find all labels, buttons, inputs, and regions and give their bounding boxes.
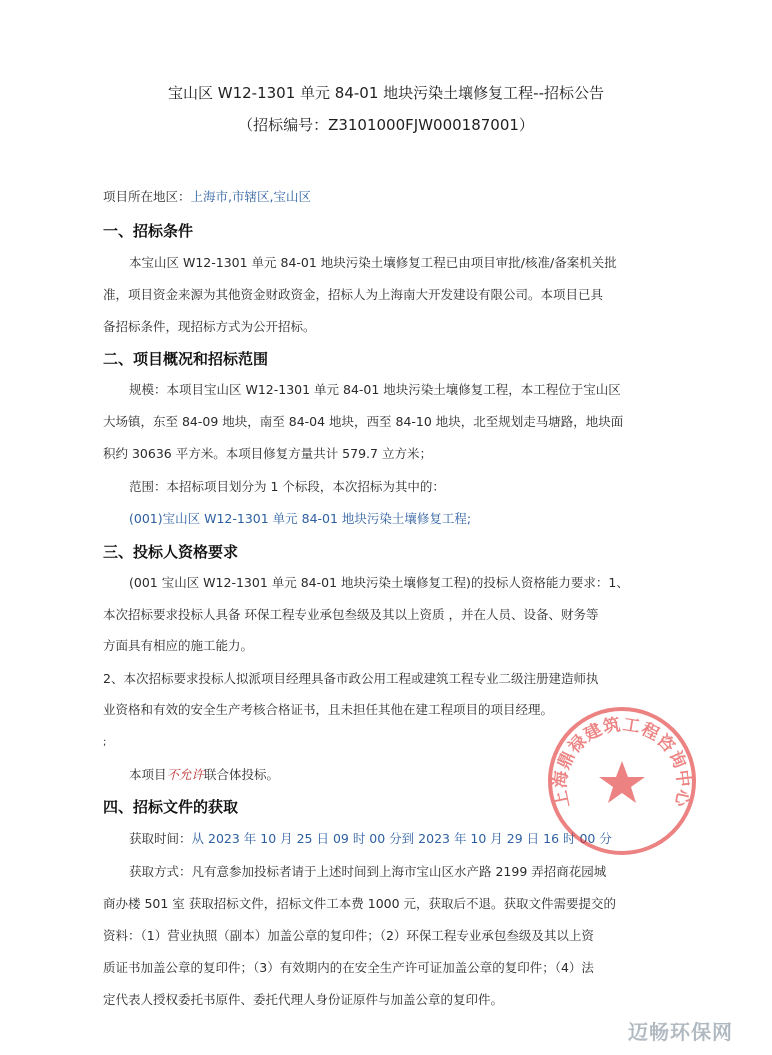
section4-line-2: 获取方式：凡有意参加投标者请于上述时间到上海市宝山区水产路 2199 弄招商花园城 [129, 864, 607, 879]
section3-line-6: ; [103, 737, 107, 748]
acquire-time-value: 从 2023 年 10 月 25 日 09 时 00 分到 2023 年 10 月 29 日 16 时 00 分 [191, 831, 612, 846]
section4-line-5: 质证书加盖公章的复印件；（3）有效期内的在安全生产许可证加盖公章的复印件；（4）法 [103, 960, 594, 975]
section2-line-5: (001)宝山区 W12-1301 单元 84-01 地块污染土壤修复工程; [129, 511, 472, 526]
section3-line-1: (001 宝山区 W12-1301 单元 84-01 地块污染土壤修复工程)的投标人资格能力要求：1、 [129, 575, 629, 590]
location-value: 上海市,市辖区,宝山区 [190, 189, 311, 204]
seal-star-icon [599, 761, 645, 803]
section3-line-2: 本次招标要求投标人具备 环保工程专业承包叁级及其以上资质 ，并在人员、设备、财务等 [103, 607, 599, 622]
location-label: 项目所在地区： [103, 189, 191, 204]
section1-line-2: 准，项目资金来源为其他资金财政资金，招标人为上海南大开发建设有限公司。本项目已具 [103, 287, 604, 302]
document-title: 宝山区 W12-1301 单元 84-01 地块污染土壤修复工程--招标公告 [168, 84, 604, 102]
section4-line-3: 商办楼 501 室 获取招标文件，招标文件工本费 1000 元，获取后不退。获取文件需要提交的 [103, 896, 617, 911]
section2-line-3: 积约 30636 平方米。本项目修复方量共计 579.7 立方米； [103, 446, 432, 461]
section4-line-4: 资料：（1）营业执照（副本）加盖公章的复印件；（2）环保工程专业承包叁级及其以上资 [103, 928, 594, 943]
section-heading-2: 二、项目概况和招标范围 [103, 350, 269, 368]
section2-line-2: 大场镇，东至 84-09 地块，南至 84-04 地块，西至 84-10 地块，北至规划走马塘路，地块面 [103, 414, 624, 429]
consortium-prefix: 本项目 [129, 767, 167, 782]
acquire-time-label: 获取时间： [129, 831, 192, 846]
site-watermark: 迈畅环保网 [628, 1020, 733, 1044]
section-heading-3: 三、投标人资格要求 [103, 543, 239, 561]
section1-line-1: 本宝山区 W12-1301 单元 84-01 地块污染土壤修复工程已由项目审批/核准/备案机关批 [129, 255, 617, 270]
section3-line-4: 2、本次招标要求投标人拟派项目经理具备市政公用工程或建筑工程专业二级注册建造师执 [103, 671, 599, 686]
section3-line-5: 业资格和有效的安全生产考核合格证书，且未担任其他在建工程项目的项目经理。 [103, 702, 554, 717]
company-seal [546, 705, 698, 857]
section-heading-1: 一、招标条件 [103, 222, 194, 240]
consortium-status: 不允许 [166, 767, 205, 782]
section1-line-3: 备招标条件，现招标方式为公开招标。 [103, 319, 316, 334]
project-location [103, 182, 669, 212]
section-heading-4: 四、招标文件的获取 [103, 798, 239, 816]
section4-line-6: 定代表人授权委托书原件、委托代理人身份证原件与加盖公章的复印件。 [103, 992, 504, 1007]
section2-line-1: 规模：本项目宝山区 W12-1301 单元 84-01 地块污染土壤修复工程，本工程位于宝山区 [129, 382, 621, 397]
section2-line-4: 范围：本招标项目划分为 1 个标段，本次招标为其中的： [129, 479, 445, 494]
consortium-suffix: 联合体投标。 [204, 767, 280, 782]
seal-text: 上海鼎禄建筑工程咨询中心 [550, 714, 694, 810]
tender-number: （招标编号：Z3101000FJW000187001） [238, 116, 534, 134]
section3-line-3: 方面具有相应的施工能力。 [103, 638, 254, 653]
